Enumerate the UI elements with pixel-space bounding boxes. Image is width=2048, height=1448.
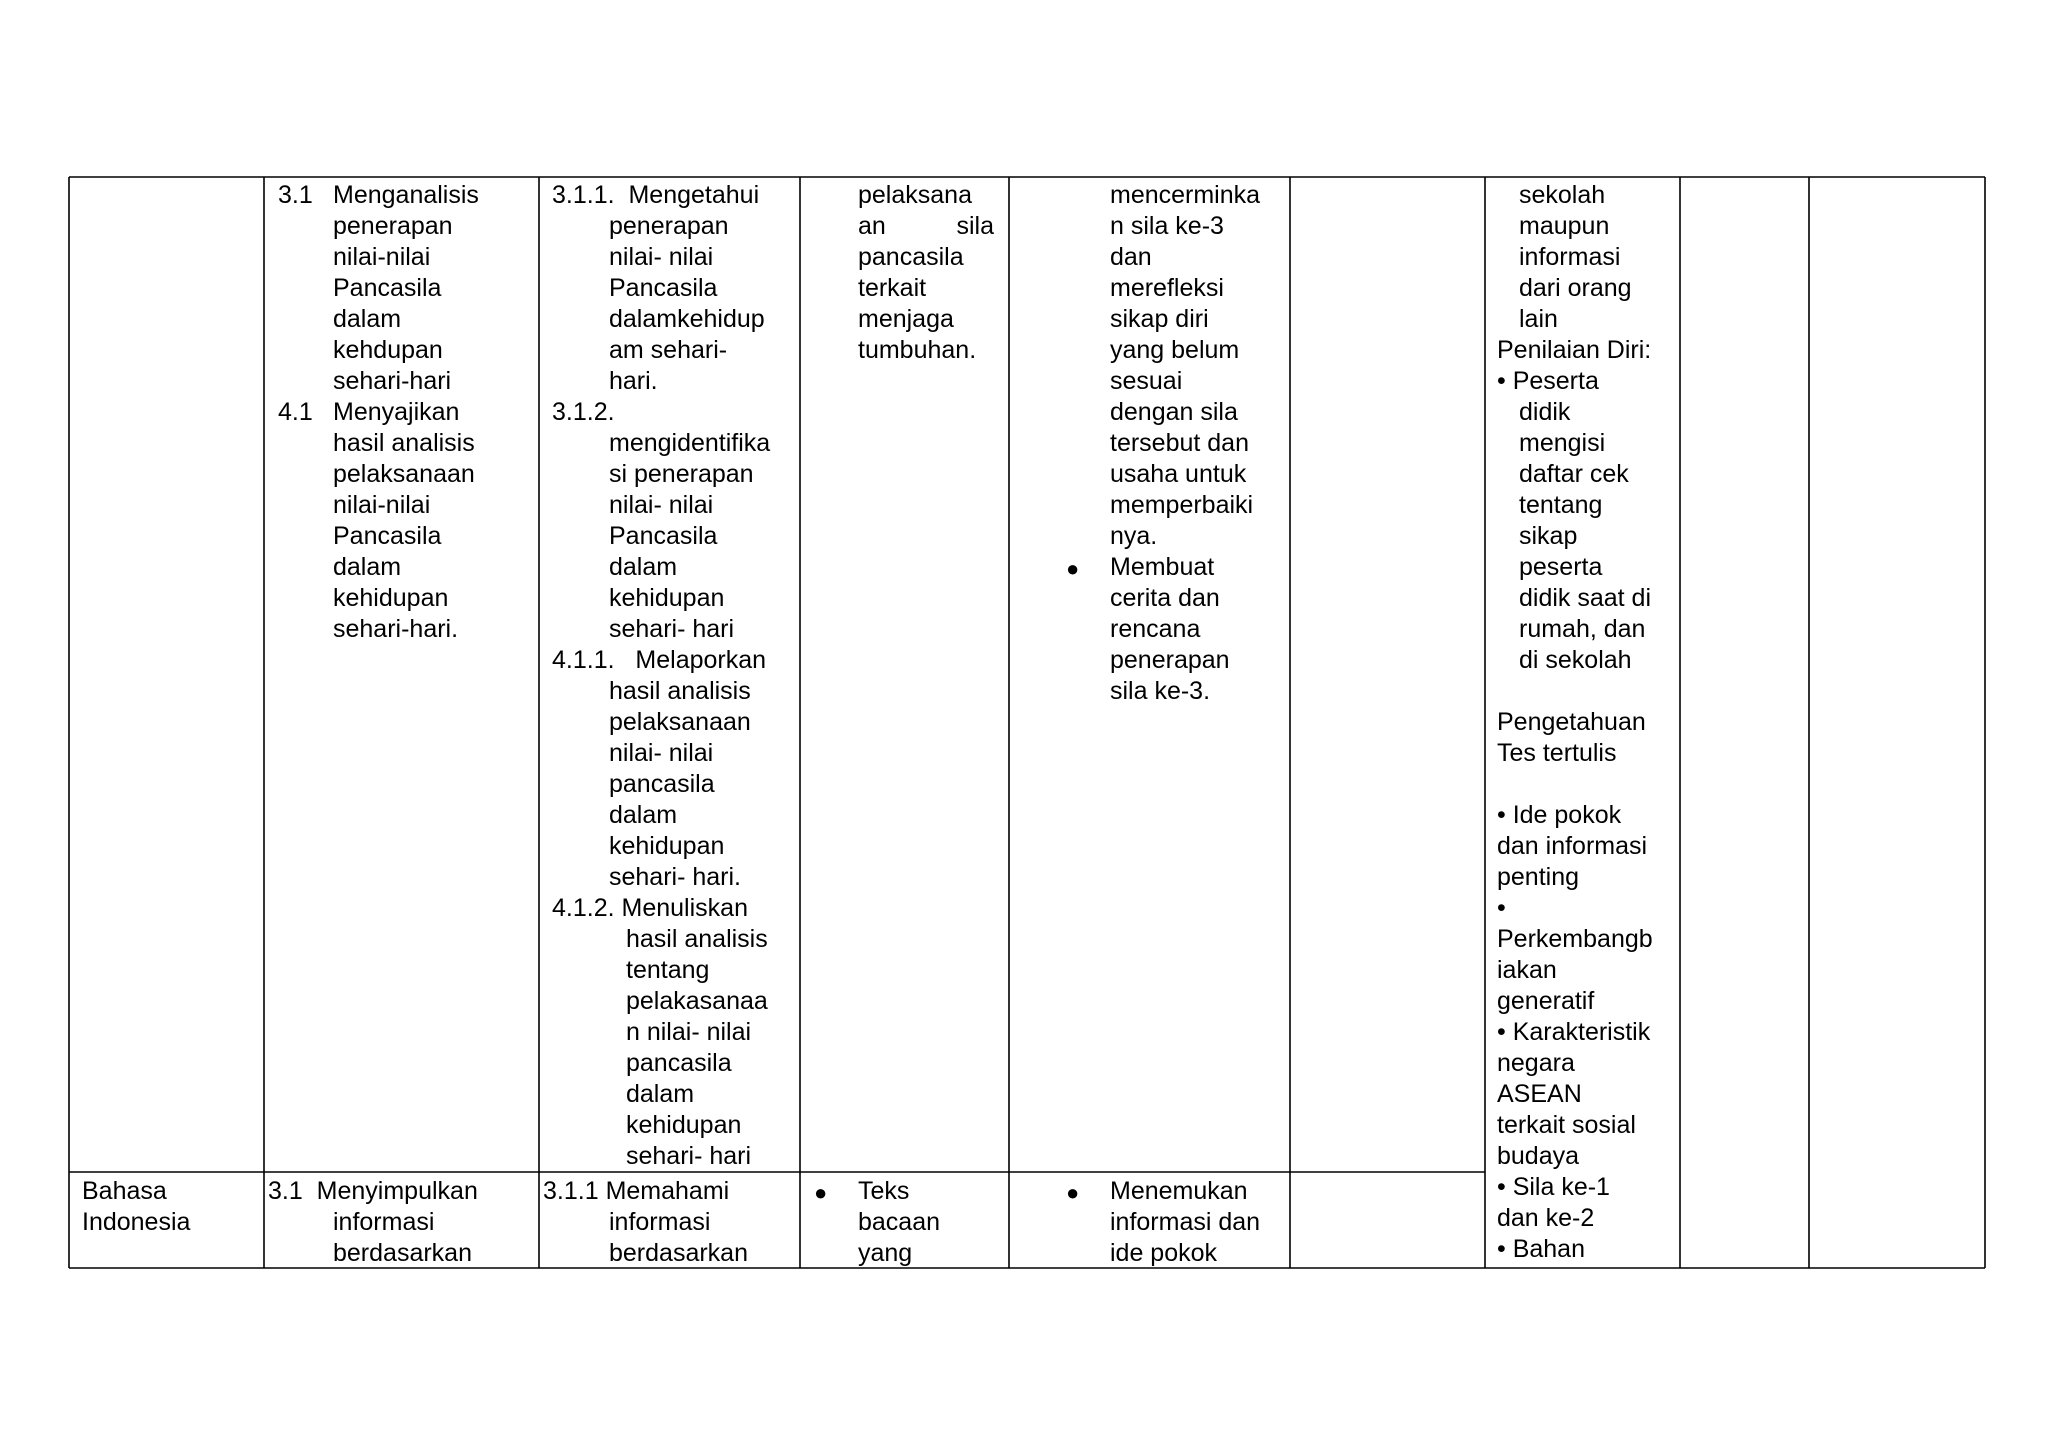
text-line: hasil analisis — [333, 429, 475, 457]
text-line: Membuat — [1110, 553, 1215, 581]
text-line: Pancasila — [333, 522, 442, 550]
text-line: ASEAN — [1497, 1080, 1582, 1108]
text-line: Menyajikan — [333, 398, 460, 426]
competency-list — [276, 180, 534, 645]
text-line: penting — [1497, 863, 1580, 891]
competency-number: 3.1 — [278, 181, 313, 209]
text-line: Pancasila — [609, 522, 718, 550]
text-line: penerapan — [1110, 646, 1230, 674]
text-line: kehdupan — [333, 336, 443, 364]
text-line: maupun — [1519, 212, 1610, 240]
competency-3-1-row2 — [268, 1176, 478, 1269]
text-line: informasi — [609, 1208, 711, 1236]
text-line: dalamkehidup — [609, 305, 765, 333]
text-line: sikap diri — [1110, 305, 1209, 333]
text-line: • Karakteristik — [1497, 1018, 1651, 1046]
text-line: sikap — [1519, 522, 1578, 550]
text-line: dalam — [333, 305, 402, 333]
indicator-list — [552, 180, 797, 1172]
row1-col1 — [82, 180, 257, 1170]
text-line: kehidupan — [609, 832, 725, 860]
text-line: dan — [1110, 243, 1152, 271]
indicator-number: 4.1.1. — [552, 646, 615, 674]
activity-bullet-item — [1066, 552, 1305, 707]
indicator-3-1-2 — [552, 397, 797, 645]
competency-number: 3.1 — [268, 1177, 303, 1205]
text-line: nilai- nilai — [609, 739, 714, 767]
text-line: cerita dan — [1110, 584, 1220, 612]
text-line: tentang — [626, 956, 710, 984]
text-line: informasi — [333, 1208, 435, 1236]
written-test-label: Tes tertulis — [1497, 739, 1617, 767]
assessment-text — [1497, 180, 1677, 1265]
indicator-first-line: Memahami — [605, 1177, 730, 1205]
subject-name — [82, 1176, 190, 1238]
indicator-first-line: Melaporkan — [635, 646, 767, 674]
text-line: sekolah — [1519, 181, 1606, 209]
text-line: dengan sila — [1110, 398, 1238, 426]
text-line: • Ide pokok — [1497, 801, 1622, 829]
text-line: dan ke-2 — [1497, 1204, 1595, 1232]
bullet-icon: ● — [1066, 1180, 1080, 1205]
text-line: sehari- hari. — [609, 863, 741, 891]
text-line: dan informasi — [1497, 832, 1648, 860]
text-line: nilai-nilai — [333, 491, 431, 519]
text-line: pancasila — [609, 770, 715, 798]
indicator-number: 4.1.2. — [552, 894, 615, 922]
text-line: rencana — [1110, 615, 1201, 643]
text-line: penerapan — [609, 212, 729, 240]
indicator-number: 3.1.1 — [543, 1177, 599, 1205]
text-line: Pancasila — [609, 274, 718, 302]
indicator-first-line: Mengetahui — [628, 181, 760, 209]
text-line: Menganalisis — [333, 181, 479, 209]
competency-first-line: Menyimpulkan — [316, 1177, 478, 1205]
text-line: • — [1497, 894, 1506, 922]
text-line: didik saat di — [1519, 584, 1652, 612]
indicator-4-1-2 — [552, 893, 797, 1172]
text-line: peserta — [1519, 553, 1603, 581]
text-line: Teks — [858, 1177, 910, 1205]
bullet-icon: ● — [1066, 556, 1080, 581]
text-line: • Bahan — [1497, 1235, 1585, 1263]
text-line: terkait — [858, 274, 927, 302]
material-bullet-item — [814, 1176, 941, 1269]
text-line: tentang — [1519, 491, 1603, 519]
text-line: pelaksanaan — [609, 708, 751, 736]
text-line: dalam — [626, 1080, 695, 1108]
text-line: tumbuhan. — [858, 336, 977, 364]
activity-bullet-item-row2 — [1066, 1176, 1261, 1269]
text-line: memperbaiki — [1110, 491, 1254, 519]
text-line: negara — [1497, 1049, 1575, 1077]
text-line: Bahasa — [82, 1177, 167, 1205]
text-line: mengisi — [1519, 429, 1606, 457]
self-assessment-heading: Penilaian Diri: — [1497, 336, 1652, 364]
activity-text — [1066, 180, 1305, 707]
peserta-bullet: • Peserta — [1497, 367, 1599, 395]
text-line: sehari-hari. — [333, 615, 459, 643]
text-line: didik — [1519, 398, 1571, 426]
text-line: sila ke-3. — [1110, 677, 1211, 705]
text-line: dalam — [333, 553, 402, 581]
material-text — [858, 180, 994, 366]
text-line: terkait sosial — [1497, 1111, 1636, 1139]
text-line: sesuai — [1110, 367, 1183, 395]
text-line: n nilai- nilai — [626, 1018, 752, 1046]
assessment-continued — [1497, 180, 1677, 335]
text-line: kehidupan — [333, 584, 449, 612]
text-line: sila — [956, 212, 994, 240]
indicator-number: 3.1.2. — [552, 398, 615, 426]
text-line: ide pokok — [1110, 1239, 1218, 1267]
text-line: mencerminka — [1110, 181, 1261, 209]
text-line: pancasila — [626, 1049, 732, 1077]
indicator-first-line: Menuliskan — [621, 894, 748, 922]
text-line: dalam — [609, 553, 678, 581]
text-line: mengidentifika — [609, 429, 771, 457]
text-line: sehari- hari — [609, 615, 735, 643]
text-line: Pancasila — [333, 274, 442, 302]
competency-3-1 — [276, 180, 534, 397]
text-line: kehidupan — [609, 584, 725, 612]
text-line: daftar cek — [1519, 460, 1629, 488]
competency-4-1 — [276, 397, 534, 645]
text-line: Indonesia — [82, 1208, 191, 1236]
text-line: pelaksana — [858, 181, 972, 209]
text-line: berdasarkan — [609, 1239, 748, 1267]
text-line: di sekolah — [1519, 646, 1632, 674]
text-line: hasil analisis — [626, 925, 768, 953]
text-line: usaha untuk — [1110, 460, 1247, 488]
bullet-icon: ● — [814, 1180, 828, 1205]
text-line: • Sila ke-1 — [1497, 1173, 1610, 1201]
text-line: generatif — [1497, 987, 1595, 1015]
text-line: kehidupan — [626, 1111, 742, 1139]
text-line: pelakasanaa — [626, 987, 768, 1015]
text-line: hasil analisis — [609, 677, 751, 705]
text-line: menjaga — [858, 305, 954, 333]
text-line: iakan — [1497, 956, 1557, 984]
indicator-3-1-1-row2 — [543, 1176, 748, 1269]
text-line: Menemukan — [1110, 1177, 1248, 1205]
text-line: dari orang — [1519, 274, 1632, 302]
text-line: pelaksanaan — [333, 460, 475, 488]
text-line: n sila ke-3 — [1110, 212, 1224, 240]
text-line: informasi — [1519, 243, 1621, 271]
text-line: yang — [858, 1239, 913, 1267]
text-line: sehari- hari — [626, 1142, 752, 1170]
text-line: pancasila — [858, 243, 964, 271]
text-line: an — [858, 212, 886, 240]
text-line: penerapan — [333, 212, 453, 240]
text-line: nya. — [1110, 522, 1158, 550]
text-line: nilai-nilai — [333, 243, 431, 271]
text-line: lain — [1519, 305, 1558, 333]
text-line: merefleksi — [1110, 274, 1224, 302]
text-line: nilai- nilai — [609, 491, 714, 519]
text-line: bacaan — [858, 1208, 941, 1236]
indicator-3-1-1 — [552, 180, 797, 397]
text-line: tersebut dan — [1110, 429, 1249, 457]
text-line: si penerapan — [609, 460, 754, 488]
competency-number: 4.1 — [278, 398, 313, 426]
text-line: rumah, dan — [1519, 615, 1646, 643]
text-line: yang belum — [1110, 336, 1240, 364]
self-assessment-detail — [1497, 397, 1677, 676]
text-line: informasi dan — [1110, 1208, 1261, 1236]
text-line: hari. — [609, 367, 658, 395]
text-line: dalam — [609, 801, 678, 829]
text-line: berdasarkan — [333, 1239, 472, 1267]
indicator-4-1-1 — [552, 645, 797, 893]
text-line: am sehari- — [609, 336, 728, 364]
knowledge-heading: Pengetahuan — [1497, 708, 1646, 736]
text-line: sehari-hari — [333, 367, 452, 395]
text-line: Perkembangb — [1497, 925, 1653, 953]
indicator-number: 3.1.1. — [552, 181, 615, 209]
text-line: nilai- nilai — [609, 243, 714, 271]
text-line: budaya — [1497, 1142, 1580, 1170]
